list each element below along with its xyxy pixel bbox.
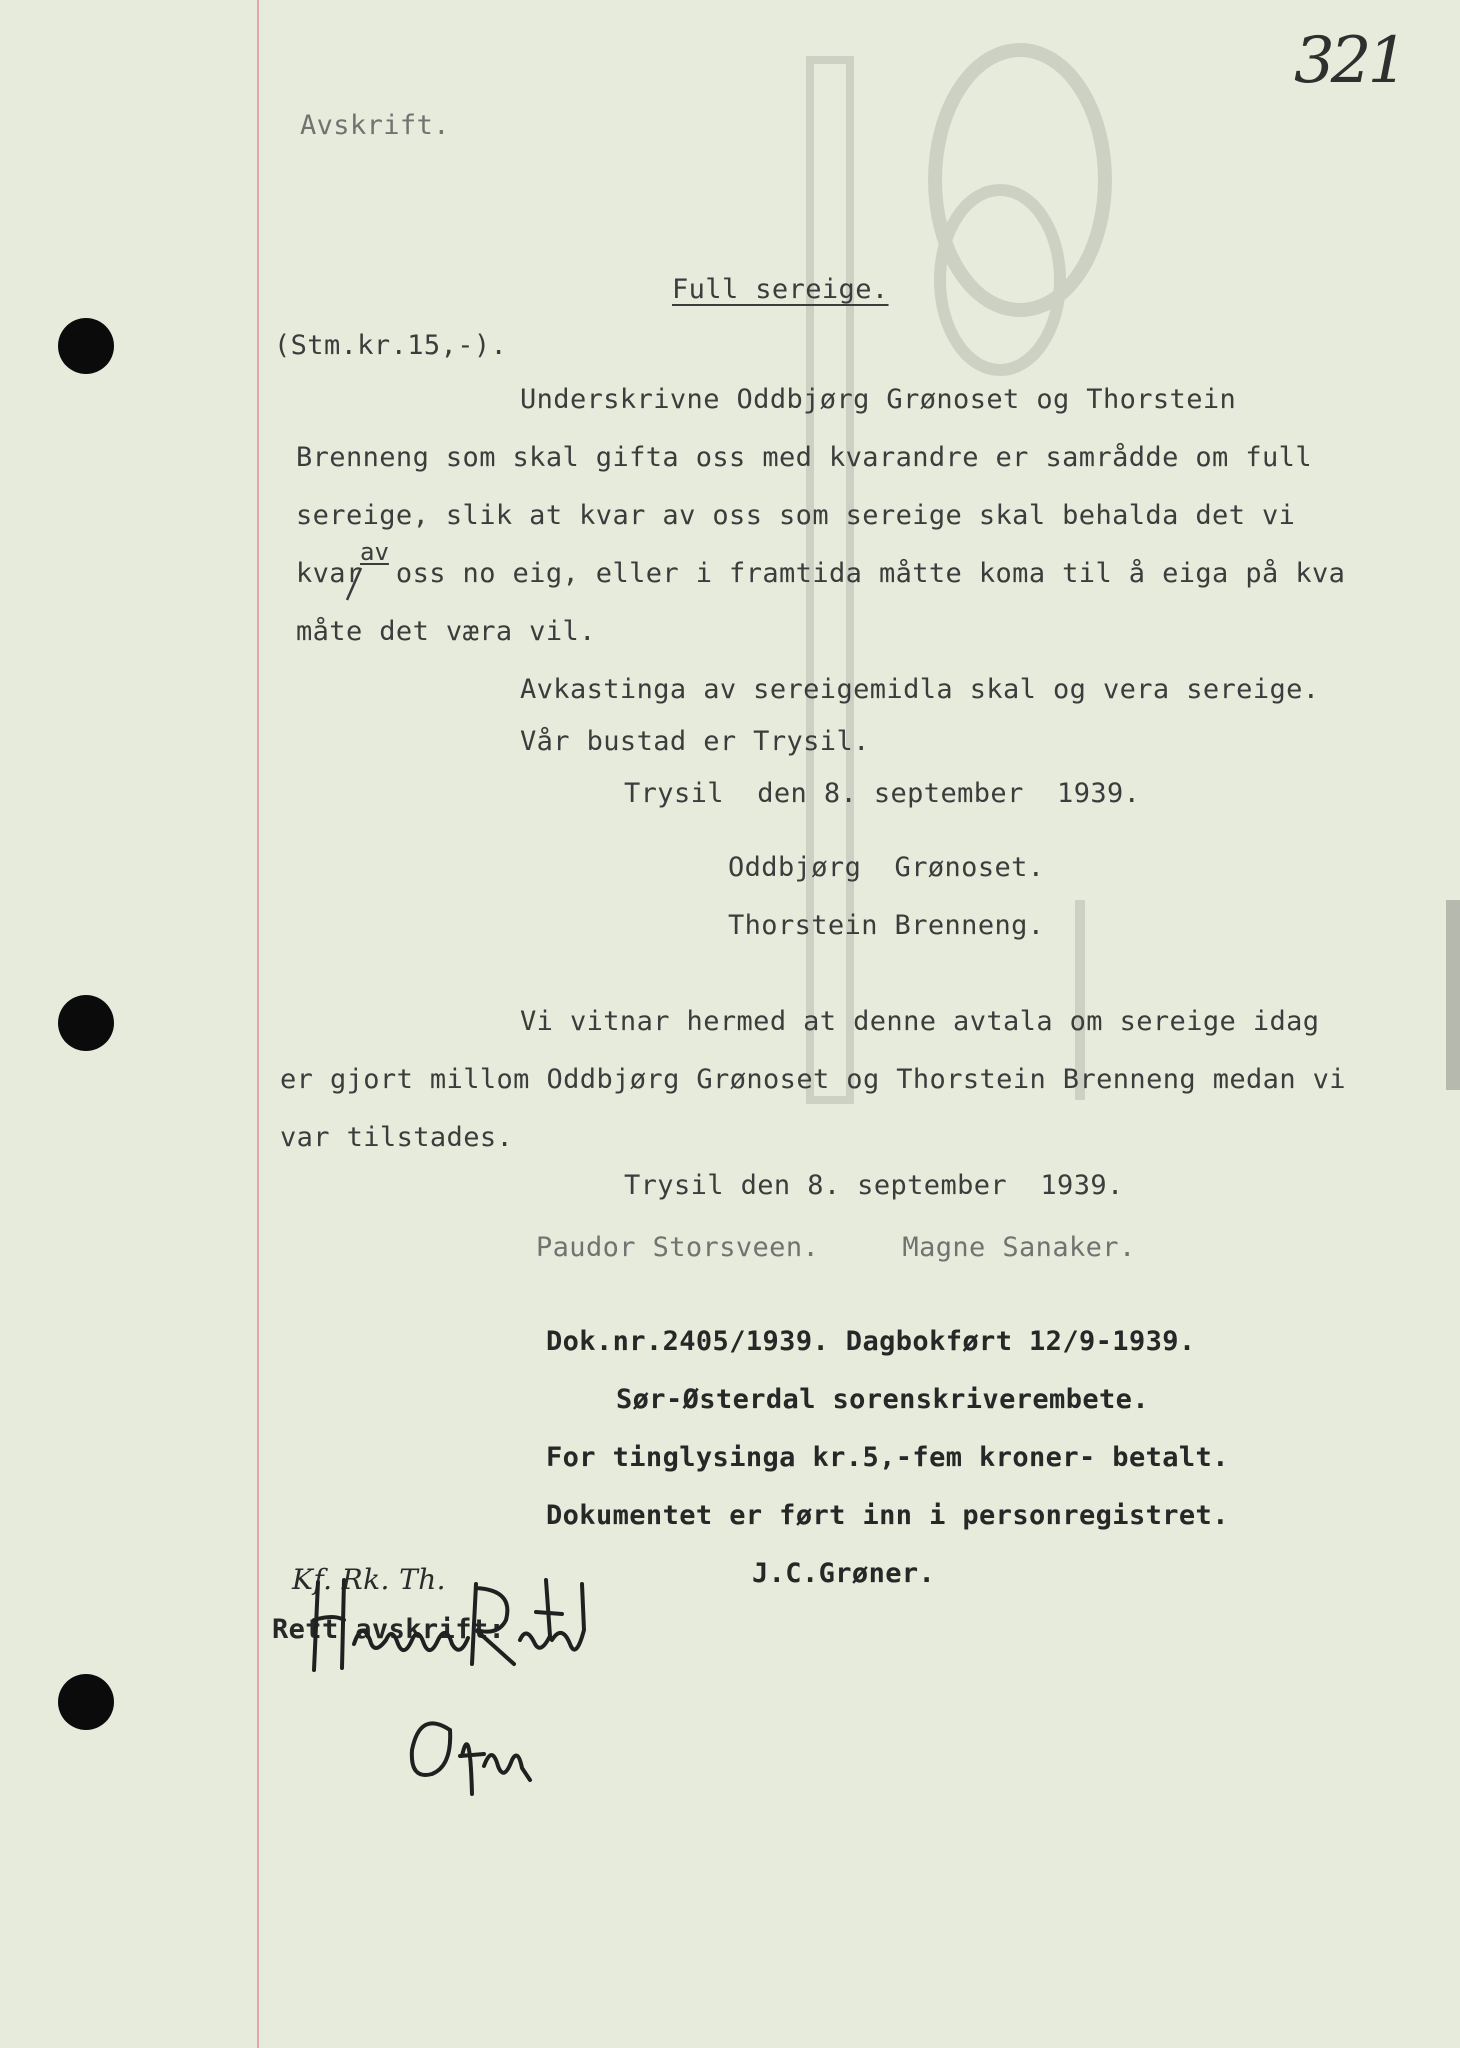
signatory-2: Thorstein Brenneng. bbox=[728, 910, 1045, 941]
place-date-1: Trysil den 8. september 1939. bbox=[624, 778, 1141, 809]
registry-line-2: Sør-Østerdal sorenskriverembete. bbox=[616, 1384, 1149, 1415]
body-line-5: måte det væra vil. bbox=[296, 616, 596, 647]
registry-line-1: Dok.nr.2405/1939. Dagbokført 12/9-1939. bbox=[546, 1326, 1196, 1357]
punch-hole-bottom bbox=[58, 1674, 114, 1730]
punch-hole-middle bbox=[58, 995, 114, 1051]
registry-clerk: J.C.Grøner. bbox=[752, 1558, 936, 1589]
body-line-2: Brenneng som skal gifta oss med kvarandre er samrådde om full bbox=[296, 442, 1312, 473]
witness-line-1: Vi vitnar hermed at denne avtala om sereige idag bbox=[520, 1006, 1320, 1037]
paragraph2-line-2: Vår bustad er Trysil. bbox=[520, 726, 870, 757]
certification-label: Rett avskrift: bbox=[272, 1614, 506, 1645]
document-title: Full sereige. bbox=[672, 274, 889, 305]
body-line-3: sereige, slik at kvar av oss som sereige skal behalda det vi bbox=[296, 500, 1296, 531]
registry-line-3: For tinglysinga kr.5,-fem kroner- betalt. bbox=[546, 1442, 1229, 1473]
witness-names: Paudor Storsveen. Magne Sanaker. bbox=[536, 1232, 1136, 1263]
stamp-fee: (Stm.kr.15,-). bbox=[274, 330, 508, 361]
paragraph2-line-1: Avkastinga av sereigemidla skal og vera sereige. bbox=[520, 674, 1320, 705]
body-line-1: Underskrivne Oddbjørg Grønoset og Thorstein bbox=[520, 384, 1237, 415]
place-date-2: Trysil den 8. september 1939. bbox=[624, 1170, 1124, 1201]
punch-hole-top bbox=[58, 318, 114, 374]
page-number: 321 bbox=[1294, 24, 1405, 98]
signatory-1: Oddbjørg Grønoset. bbox=[728, 852, 1045, 883]
body-line-4: kvar oss no eig, eller i framtida måtte koma til å eiga på kva bbox=[296, 558, 1346, 589]
red-margin-line bbox=[257, 0, 259, 2048]
witness-line-2: er gjort millom Oddbjørg Grønoset og Thorstein Brenneng medan vi bbox=[280, 1064, 1346, 1095]
witness-line-3: var tilstades. bbox=[280, 1122, 514, 1153]
header-avskrift: Avskrift. bbox=[300, 110, 450, 141]
handwritten-insertion: av bbox=[360, 538, 389, 566]
initials-note: Kf. Rk. Th. bbox=[292, 1563, 446, 1596]
scan-edge-shadow bbox=[1446, 900, 1460, 1090]
handwritten-signature bbox=[300, 1560, 600, 1820]
registry-line-4: Dokumentet er ført inn i personregistret. bbox=[546, 1500, 1229, 1531]
